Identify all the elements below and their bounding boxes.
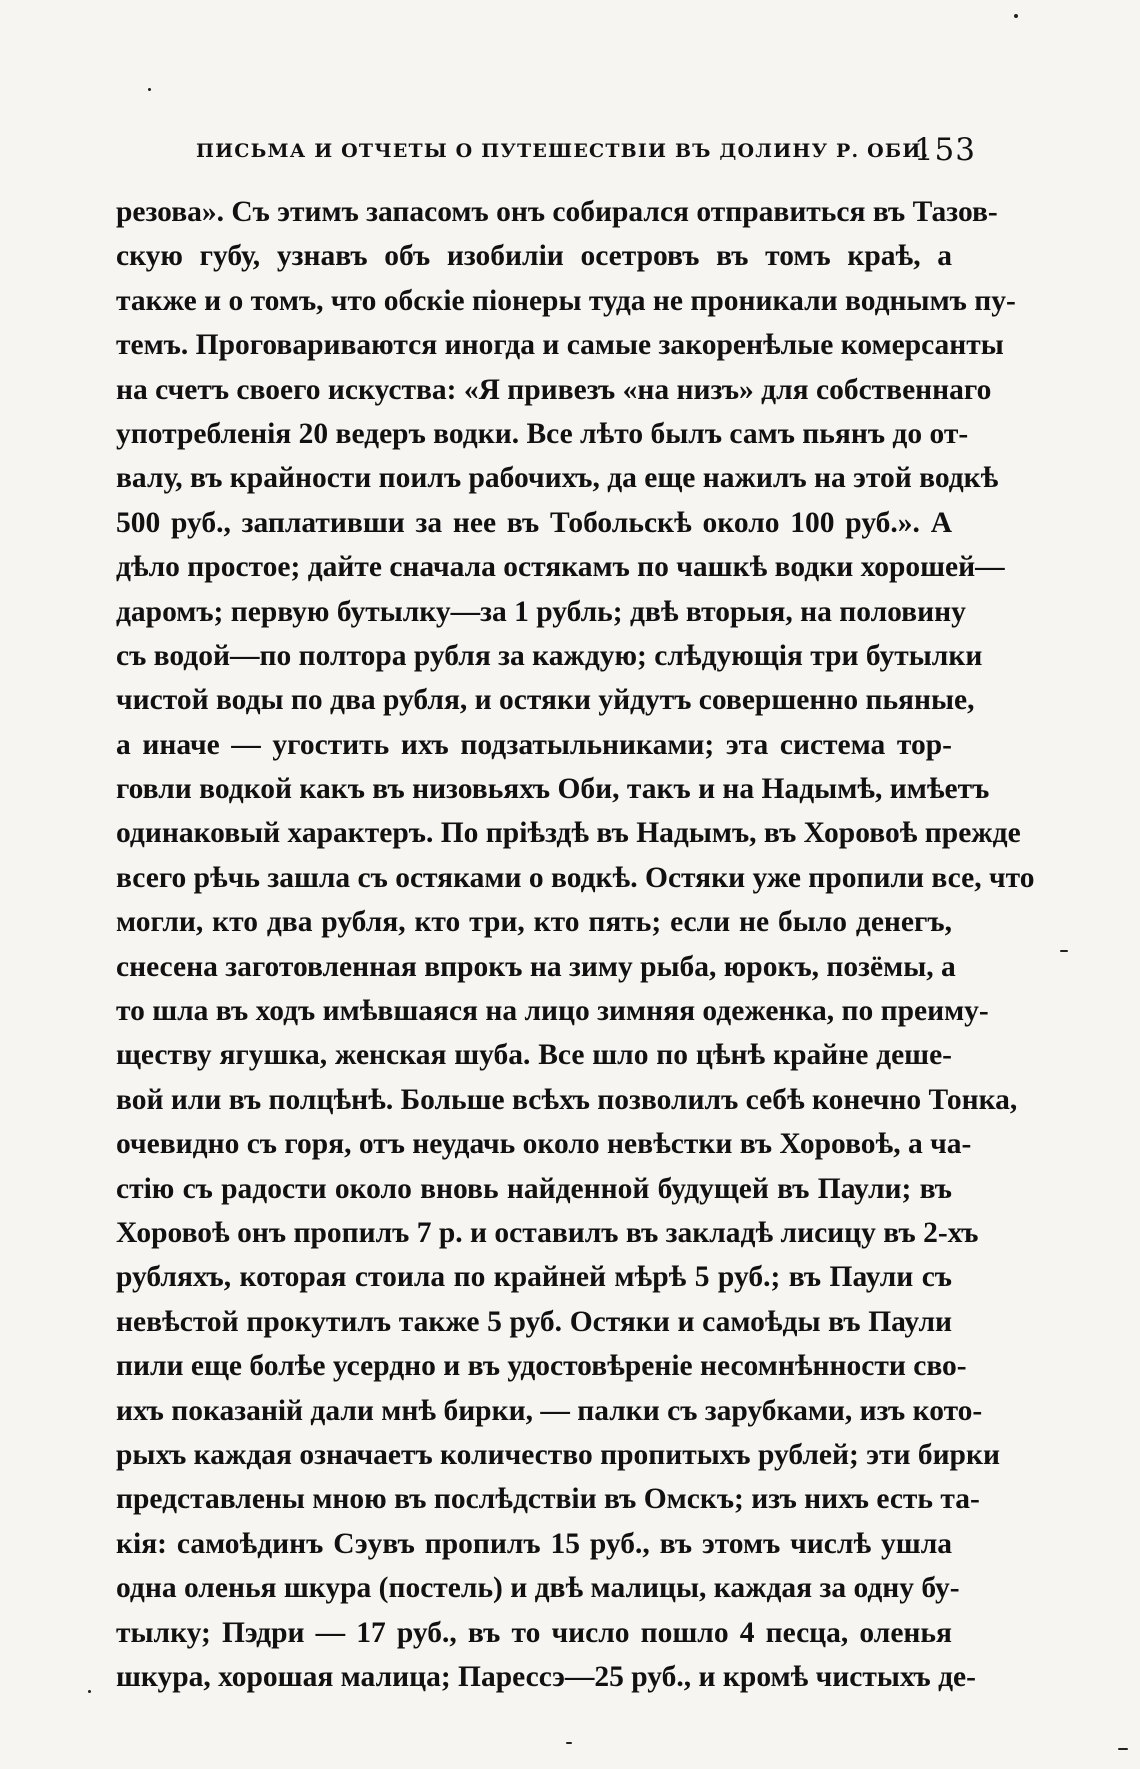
- text-line: ихъ показаній дали мнѣ бирки, — палки съ зарубками, изъ кото-: [116, 1394, 983, 1427]
- text-line: тылку; Пэдри — 17 руб., въ то число пошло 4 песца, оленья: [116, 1616, 952, 1649]
- text-line: также и о томъ, что обскіе піонеры туда не проникали воднымъ пу-: [116, 284, 1016, 317]
- text-line: Хоровоѣ онъ пропилъ 7 р. и оставилъ въ закладѣ лисицу въ 2-хъ: [116, 1216, 979, 1249]
- text-line: 500 руб., заплативши за нее въ Тобольскѣ около 100 руб.». А: [116, 506, 952, 539]
- text-line: на счетъ своего искуства: «Я привезъ «на низъ» для собственнаго: [116, 373, 992, 406]
- text-line: кія: самоѣдинъ Сэувъ пропилъ 15 руб., въ этомъ числѣ ушла: [116, 1527, 952, 1560]
- page-number: 153: [913, 132, 976, 168]
- text-line: съ водой—по полтора рубля за каждую; слѣдующія три бутылки: [116, 639, 983, 672]
- text-line: даромъ; первую бутылку—за 1 рубль; двѣ вторыя, на половину: [116, 595, 966, 628]
- text-line: одинаковый характеръ. По пріѣздѣ въ Надымъ, въ Хоровоѣ прежде: [116, 817, 1021, 850]
- text-line: очевидно съ горя, отъ неудачь около невѣстки въ Хоровоѣ, а ча-: [116, 1128, 972, 1161]
- text-line: всего рѣчь зашла съ остяками о водкѣ. Остяки уже пропили все, что: [116, 861, 1035, 894]
- text-line: шкура, хорошая малица; Парессэ—25 руб., и кромѣ чистыхъ де-: [116, 1660, 976, 1693]
- text-line: темъ. Проговариваются иногда и самые закоренѣлые комерсанты: [116, 329, 1004, 362]
- text-line: говли водкой какъ въ низовьяхъ Оби, такъ и на Надымѣ, имѣетъ: [116, 773, 990, 806]
- text-line: одна оленья шкура (постель) и двѣ малицы, каждая за одну бу-: [116, 1572, 960, 1605]
- text-line: представлены мною въ послѣдствіи въ Омскъ; изъ нихъ есть та-: [116, 1483, 980, 1516]
- text-line: чистой воды по два рубля, и остяки уйдутъ совершенно пьяные,: [116, 684, 975, 717]
- text-line: стію съ радости около вновь найденной будущей въ Паули; въ: [116, 1172, 952, 1205]
- scan-speck: [1118, 1748, 1128, 1750]
- text-line: а иначе — угостить ихъ подзатыльниками; эта система тор-: [116, 728, 952, 761]
- text-line: дѣло простое; дайте сначала остякамъ по чашкѣ водки хорошей—: [116, 551, 1005, 584]
- text-line: невѣстой прокутилъ также 5 руб. Остяки и самоѣды въ Паули: [116, 1305, 952, 1338]
- text-line: скую губу, узнавъ объ изобиліи осетровъ въ томъ краѣ, а: [116, 240, 952, 273]
- scan-speck: [1014, 14, 1018, 18]
- text-line: вой или въ полцѣнѣ. Больше всѣхъ позволилъ себѣ конечно Тонка,: [116, 1083, 1018, 1116]
- text-line: валу, въ крайности поилъ рабочихъ, да еще нажилъ на этой водкѣ: [116, 462, 999, 495]
- text-line: снесена заготовленная впрокъ на зиму рыба, юрокъ, позёмы, а: [116, 950, 956, 983]
- text-line: резова». Съ этимъ запасомъ онъ собирался отправиться въ Тазов-: [116, 196, 998, 228]
- text-line: то шла въ ходъ имѣвшаяся на лицо зимняя одеженка, по преиму-: [116, 995, 989, 1028]
- text-line: рыхъ каждая означаетъ количество пропитыхъ рублей; эти бирки: [116, 1438, 1000, 1471]
- body-text: [116, 190, 1035, 1699]
- text-line: пили еще болѣе усердно и въ удостовѣреніе несомнѣнности сво-: [116, 1350, 967, 1383]
- running-title: ПИСЬМА И ОТЧЕТЫ О ПУТЕШЕСТВІИ ВЪ ДОЛИНУ Р. ОБИ.: [196, 140, 930, 162]
- running-head: [196, 132, 976, 172]
- text-line: употребленія 20 ведеръ водки. Все лѣто былъ самъ пьянъ до от-: [116, 417, 969, 450]
- text-line: могли, кто два рубля, кто три, кто пять; если не было денегъ,: [116, 906, 952, 939]
- scan-speck: [148, 88, 151, 91]
- text-line: рубляхъ, которая стоила по крайней мѣрѣ 5 руб.; въ Паули съ: [116, 1261, 952, 1294]
- scan-speck: [88, 1690, 91, 1693]
- text-line: ществу ягушка, женская шуба. Все шло по цѣнѣ крайне деше-: [116, 1039, 952, 1072]
- scan-speck: [566, 1742, 572, 1744]
- scan-speck: [1060, 950, 1068, 952]
